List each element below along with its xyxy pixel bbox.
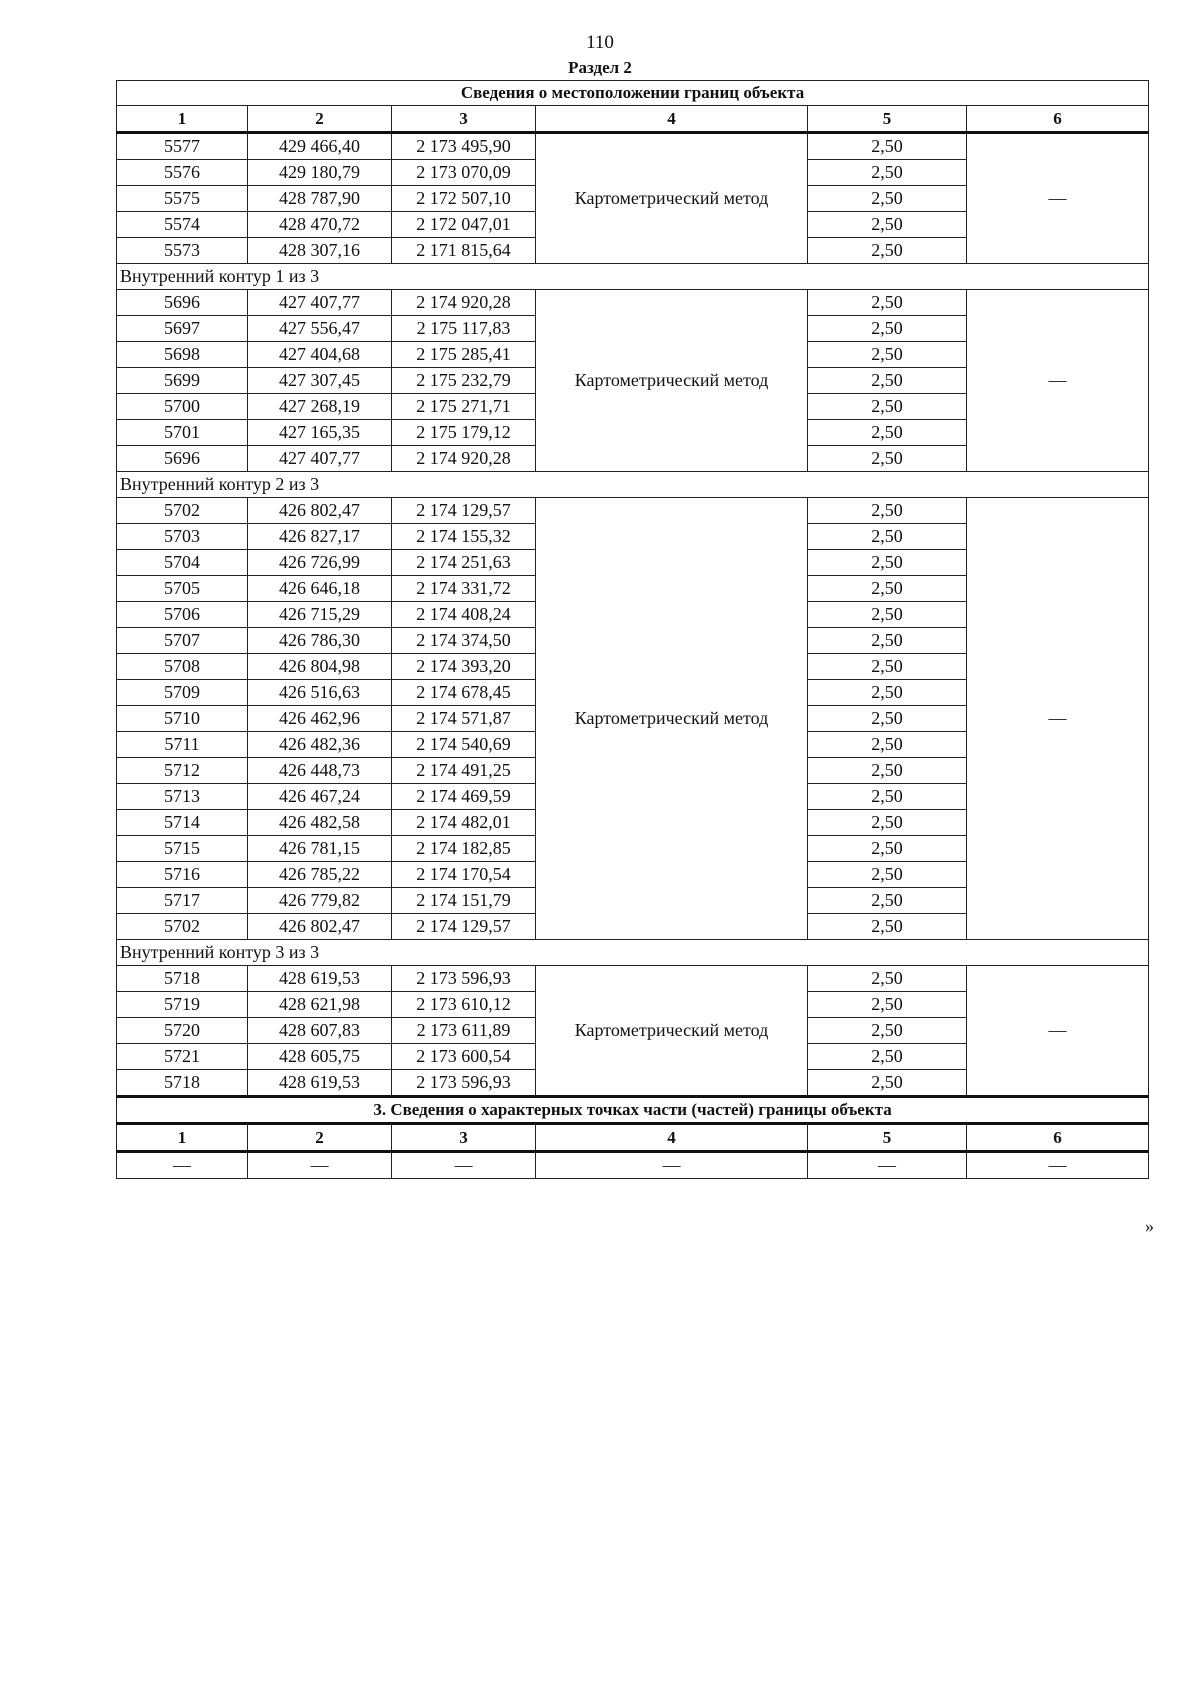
empty-dash: — bbox=[536, 1152, 808, 1179]
column6-dash: — bbox=[967, 133, 1149, 264]
point-number: 5577 bbox=[117, 133, 248, 160]
coord-y: 2 175 179,12 bbox=[392, 420, 536, 446]
contour-title: Внутренний контур 2 из 3 bbox=[117, 472, 1149, 498]
subsection3-row bbox=[117, 1152, 1149, 1179]
column6-dash: — bbox=[967, 290, 1149, 472]
contour-title-row bbox=[117, 940, 1149, 966]
coord-y: 2 174 129,57 bbox=[392, 498, 536, 524]
accuracy-value: 2,50 bbox=[808, 576, 967, 602]
coord-y: 2 171 815,64 bbox=[392, 238, 536, 264]
accuracy-value: 2,50 bbox=[808, 992, 967, 1018]
accuracy-value: 2,50 bbox=[808, 1018, 967, 1044]
point-number: 5699 bbox=[117, 368, 248, 394]
accuracy-value: 2,50 bbox=[808, 290, 967, 316]
coord-y: 2 172 047,01 bbox=[392, 212, 536, 238]
column-number: 2 bbox=[248, 106, 392, 133]
coord-y: 2 174 469,59 bbox=[392, 784, 536, 810]
accuracy-value: 2,50 bbox=[808, 316, 967, 342]
column-number: 6 bbox=[967, 106, 1149, 133]
point-number: 5715 bbox=[117, 836, 248, 862]
column-number: 4 bbox=[536, 1124, 808, 1152]
accuracy-value: 2,50 bbox=[808, 706, 967, 732]
contour-title-row bbox=[117, 264, 1149, 290]
coord-y: 2 174 331,72 bbox=[392, 576, 536, 602]
point-number: 5717 bbox=[117, 888, 248, 914]
column-number: 1 bbox=[117, 106, 248, 133]
point-number: 5711 bbox=[117, 732, 248, 758]
page-number: 110 bbox=[586, 32, 614, 53]
accuracy-value: 2,50 bbox=[808, 524, 967, 550]
column-number: 5 bbox=[808, 1124, 967, 1152]
column-number: 3 bbox=[392, 106, 536, 133]
accuracy-value: 2,50 bbox=[808, 1044, 967, 1070]
point-number: 5704 bbox=[117, 550, 248, 576]
coord-y: 2 174 920,28 bbox=[392, 290, 536, 316]
contour-title-row bbox=[117, 472, 1149, 498]
point-number: 5708 bbox=[117, 654, 248, 680]
table-row bbox=[117, 290, 1149, 316]
method-cell: Картометрический метод bbox=[536, 290, 808, 472]
point-number: 5701 bbox=[117, 420, 248, 446]
empty-dash: — bbox=[967, 1152, 1149, 1179]
coord-x: 427 407,77 bbox=[248, 290, 392, 316]
column-number: 1 bbox=[117, 1124, 248, 1152]
accuracy-value: 2,50 bbox=[808, 133, 967, 160]
coord-y: 2 175 285,41 bbox=[392, 342, 536, 368]
coord-y: 2 175 117,83 bbox=[392, 316, 536, 342]
point-number: 5702 bbox=[117, 498, 248, 524]
coord-x: 427 404,68 bbox=[248, 342, 392, 368]
coord-x: 426 462,96 bbox=[248, 706, 392, 732]
coord-x: 428 605,75 bbox=[248, 1044, 392, 1070]
point-number: 5710 bbox=[117, 706, 248, 732]
column-number-row bbox=[117, 1124, 1149, 1152]
coord-x: 426 802,47 bbox=[248, 498, 392, 524]
accuracy-value: 2,50 bbox=[808, 836, 967, 862]
column-number: 4 bbox=[536, 106, 808, 133]
accuracy-value: 2,50 bbox=[808, 732, 967, 758]
point-number: 5698 bbox=[117, 342, 248, 368]
coord-y: 2 174 393,20 bbox=[392, 654, 536, 680]
coord-y: 2 174 491,25 bbox=[392, 758, 536, 784]
coord-x: 426 779,82 bbox=[248, 888, 392, 914]
point-number: 5721 bbox=[117, 1044, 248, 1070]
accuracy-value: 2,50 bbox=[808, 498, 967, 524]
method-cell: Картометрический метод bbox=[536, 966, 808, 1097]
point-number: 5706 bbox=[117, 602, 248, 628]
point-number: 5576 bbox=[117, 160, 248, 186]
boundary-table bbox=[116, 80, 1149, 1179]
point-number: 5713 bbox=[117, 784, 248, 810]
subsection3-caption: 3. Сведения о характерных точках части (частей) границы объекта bbox=[117, 1097, 1149, 1124]
point-number: 5718 bbox=[117, 966, 248, 992]
table-row bbox=[117, 966, 1149, 992]
column-number-row bbox=[117, 106, 1149, 133]
accuracy-value: 2,50 bbox=[808, 1070, 967, 1097]
coord-x: 426 786,30 bbox=[248, 628, 392, 654]
coord-y: 2 174 251,63 bbox=[392, 550, 536, 576]
coord-y: 2 174 482,01 bbox=[392, 810, 536, 836]
coord-x: 429 466,40 bbox=[248, 133, 392, 160]
point-number: 5574 bbox=[117, 212, 248, 238]
point-number: 5573 bbox=[117, 238, 248, 264]
section-title: Раздел 2 bbox=[568, 58, 632, 77]
accuracy-value: 2,50 bbox=[808, 602, 967, 628]
coord-y: 2 174 182,85 bbox=[392, 836, 536, 862]
coord-x: 426 726,99 bbox=[248, 550, 392, 576]
coord-x: 428 470,72 bbox=[248, 212, 392, 238]
column-number: 6 bbox=[967, 1124, 1149, 1152]
point-number: 5718 bbox=[117, 1070, 248, 1097]
coord-x: 427 307,45 bbox=[248, 368, 392, 394]
point-number: 5712 bbox=[117, 758, 248, 784]
coord-x: 428 621,98 bbox=[248, 992, 392, 1018]
accuracy-value: 2,50 bbox=[808, 550, 967, 576]
point-number: 5719 bbox=[117, 992, 248, 1018]
column-number: 3 bbox=[392, 1124, 536, 1152]
coord-x: 426 467,24 bbox=[248, 784, 392, 810]
method-cell: Картометрический метод bbox=[536, 133, 808, 264]
coord-y: 2 173 495,90 bbox=[392, 133, 536, 160]
point-number: 5720 bbox=[117, 1018, 248, 1044]
coord-y: 2 173 611,89 bbox=[392, 1018, 536, 1044]
coord-y: 2 173 596,93 bbox=[392, 1070, 536, 1097]
accuracy-value: 2,50 bbox=[808, 186, 967, 212]
coord-x: 428 619,53 bbox=[248, 966, 392, 992]
coord-x: 426 482,58 bbox=[248, 810, 392, 836]
column6-dash: — bbox=[967, 498, 1149, 940]
coord-y: 2 173 596,93 bbox=[392, 966, 536, 992]
coord-y: 2 174 151,79 bbox=[392, 888, 536, 914]
coord-y: 2 174 571,87 bbox=[392, 706, 536, 732]
coord-x: 426 715,29 bbox=[248, 602, 392, 628]
accuracy-value: 2,50 bbox=[808, 810, 967, 836]
coord-y: 2 174 155,32 bbox=[392, 524, 536, 550]
coord-y: 2 175 271,71 bbox=[392, 394, 536, 420]
column6-dash: — bbox=[967, 966, 1149, 1097]
point-number: 5716 bbox=[117, 862, 248, 888]
closing-quote-mark: » bbox=[1145, 1216, 1154, 1236]
column-number: 2 bbox=[248, 1124, 392, 1152]
coord-y: 2 172 507,10 bbox=[392, 186, 536, 212]
empty-dash: — bbox=[808, 1152, 967, 1179]
coord-x: 426 827,17 bbox=[248, 524, 392, 550]
coord-y: 2 173 070,09 bbox=[392, 160, 536, 186]
point-number: 5714 bbox=[117, 810, 248, 836]
accuracy-value: 2,50 bbox=[808, 368, 967, 394]
accuracy-value: 2,50 bbox=[808, 914, 967, 940]
coord-y: 2 174 374,50 bbox=[392, 628, 536, 654]
accuracy-value: 2,50 bbox=[808, 212, 967, 238]
table-row bbox=[117, 498, 1149, 524]
coord-y: 2 174 408,24 bbox=[392, 602, 536, 628]
point-number: 5697 bbox=[117, 316, 248, 342]
point-number: 5705 bbox=[117, 576, 248, 602]
coord-x: 427 268,19 bbox=[248, 394, 392, 420]
coord-x: 426 448,73 bbox=[248, 758, 392, 784]
accuracy-value: 2,50 bbox=[808, 654, 967, 680]
point-number: 5709 bbox=[117, 680, 248, 706]
coord-y: 2 174 129,57 bbox=[392, 914, 536, 940]
coord-x: 427 407,77 bbox=[248, 446, 392, 472]
coord-x: 426 781,15 bbox=[248, 836, 392, 862]
coord-y: 2 174 920,28 bbox=[392, 446, 536, 472]
accuracy-value: 2,50 bbox=[808, 160, 967, 186]
coord-x: 426 802,47 bbox=[248, 914, 392, 940]
coord-x: 428 307,16 bbox=[248, 238, 392, 264]
contour-title: Внутренний контур 1 из 3 bbox=[117, 264, 1149, 290]
accuracy-value: 2,50 bbox=[808, 446, 967, 472]
coord-y: 2 174 170,54 bbox=[392, 862, 536, 888]
coord-x: 428 619,53 bbox=[248, 1070, 392, 1097]
coord-y: 2 174 540,69 bbox=[392, 732, 536, 758]
point-number: 5700 bbox=[117, 394, 248, 420]
coord-x: 426 516,63 bbox=[248, 680, 392, 706]
coord-y: 2 173 600,54 bbox=[392, 1044, 536, 1070]
coord-x: 426 804,98 bbox=[248, 654, 392, 680]
method-cell: Картометрический метод bbox=[536, 498, 808, 940]
accuracy-value: 2,50 bbox=[808, 758, 967, 784]
table-row bbox=[117, 133, 1149, 160]
accuracy-value: 2,50 bbox=[808, 784, 967, 810]
coord-x: 426 482,36 bbox=[248, 732, 392, 758]
coord-x: 428 787,90 bbox=[248, 186, 392, 212]
coord-x: 426 785,22 bbox=[248, 862, 392, 888]
coord-y: 2 175 232,79 bbox=[392, 368, 536, 394]
point-number: 5703 bbox=[117, 524, 248, 550]
empty-dash: — bbox=[392, 1152, 536, 1179]
column-number: 5 bbox=[808, 106, 967, 133]
accuracy-value: 2,50 bbox=[808, 888, 967, 914]
coord-x: 429 180,79 bbox=[248, 160, 392, 186]
table-caption: Сведения о местоположении границ объекта bbox=[117, 81, 1149, 106]
accuracy-value: 2,50 bbox=[808, 238, 967, 264]
point-number: 5702 bbox=[117, 914, 248, 940]
coord-x: 427 165,35 bbox=[248, 420, 392, 446]
accuracy-value: 2,50 bbox=[808, 680, 967, 706]
coord-y: 2 174 678,45 bbox=[392, 680, 536, 706]
accuracy-value: 2,50 bbox=[808, 628, 967, 654]
accuracy-value: 2,50 bbox=[808, 966, 967, 992]
contour-title: Внутренний контур 3 из 3 bbox=[117, 940, 1149, 966]
point-number: 5575 bbox=[117, 186, 248, 212]
accuracy-value: 2,50 bbox=[808, 342, 967, 368]
empty-dash: — bbox=[117, 1152, 248, 1179]
coord-y: 2 173 610,12 bbox=[392, 992, 536, 1018]
coord-x: 427 556,47 bbox=[248, 316, 392, 342]
point-number: 5696 bbox=[117, 446, 248, 472]
accuracy-value: 2,50 bbox=[808, 394, 967, 420]
accuracy-value: 2,50 bbox=[808, 420, 967, 446]
empty-dash: — bbox=[248, 1152, 392, 1179]
accuracy-value: 2,50 bbox=[808, 862, 967, 888]
point-number: 5707 bbox=[117, 628, 248, 654]
point-number: 5696 bbox=[117, 290, 248, 316]
coord-x: 426 646,18 bbox=[248, 576, 392, 602]
coord-x: 428 607,83 bbox=[248, 1018, 392, 1044]
